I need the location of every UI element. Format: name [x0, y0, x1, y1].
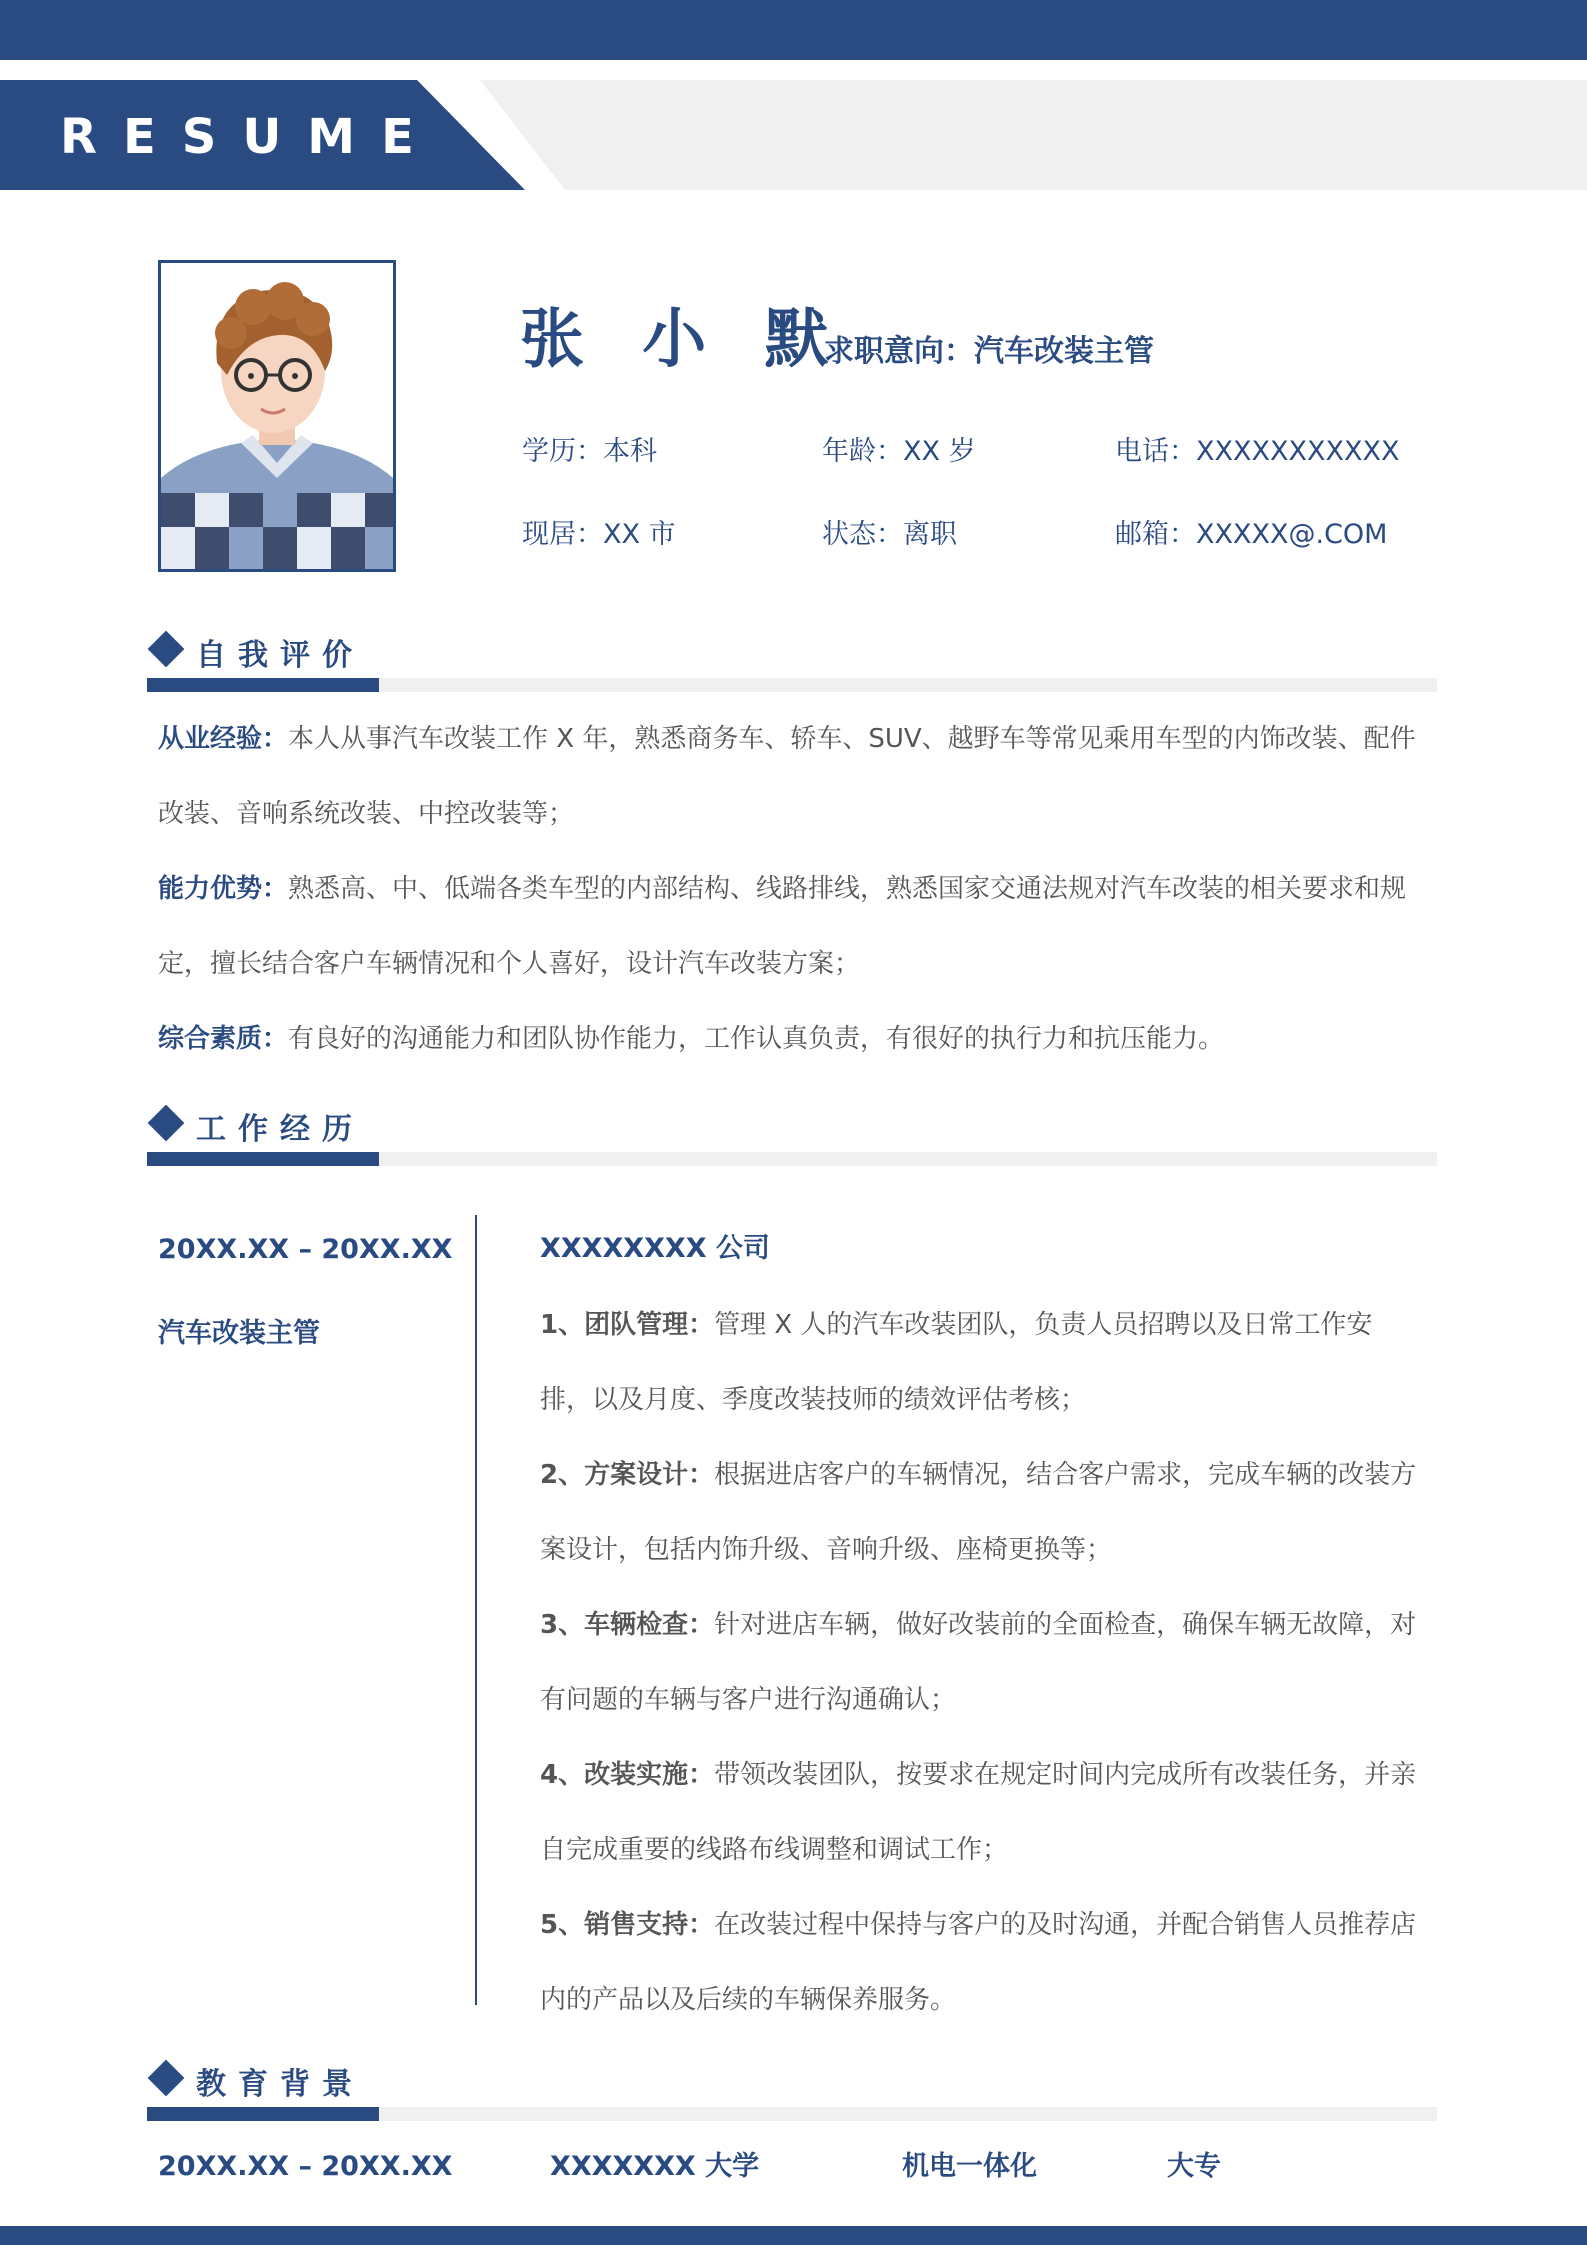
work-duty-text: 根据进店客户的车辆情况，结合客户需求，完成车辆的改装方案设计，包括内饰升级、音响升级、座椅更换等；	[540, 1460, 1417, 1565]
residence: 现居：XX 市	[522, 519, 676, 550]
section-title-self-eval: 自我评价	[196, 638, 364, 673]
section-title-work: 工作经历	[196, 1112, 364, 1147]
work-duty-label: 2、方案设计：	[540, 1460, 715, 1490]
self-eval-item	[158, 852, 1428, 1002]
work-period: 20XX.XX – 20XX.XX	[158, 1234, 453, 1265]
education-period: 20XX.XX – 20XX.XX	[158, 2151, 453, 2182]
self-eval-item	[158, 1002, 1428, 1077]
avatar-illustration	[161, 263, 393, 569]
work-position: 汽车改装主管	[158, 1318, 320, 1349]
work-duty-text: 带领改装团队，按要求在规定时间内完成所有改装任务，并亲自完成重要的线路布线调整和调试工作；	[540, 1760, 1417, 1865]
email: 邮箱：XXXXX@.COM	[1115, 519, 1388, 550]
top-bar	[0, 0, 1587, 60]
work-duty-item	[540, 1738, 1420, 1888]
work-duty-label: 5、销售支持：	[540, 1910, 715, 1940]
job-intent: 求职意向：汽车改装主管	[824, 334, 1154, 369]
self-eval-label: 综合素质：	[158, 1024, 289, 1054]
self-eval-label: 从业经验：	[158, 724, 289, 754]
major: 机电一体化	[902, 2151, 1037, 2182]
work-duty-label: 3、车辆检查：	[540, 1610, 715, 1640]
self-eval-text: 有良好的沟通能力和团队协作能力，工作认真负责，有很好的执行力和抗压能力。	[288, 1024, 1225, 1054]
age: 年龄：XX 岁	[822, 436, 976, 467]
self-eval-item	[158, 702, 1428, 852]
section-title-education: 教育背景	[196, 2067, 364, 2102]
phone: 电话：XXXXXXXXXXX	[1115, 436, 1400, 467]
work-duty-label: 1、团队管理：	[540, 1310, 715, 1340]
section-diamond-icon	[148, 631, 185, 668]
work-duty-item	[540, 1888, 1420, 2038]
job-status: 状态：离职	[822, 519, 957, 550]
self-eval-text: 本人从事汽车改装工作 X 年，熟悉商务车、轿车、SUV、越野车等常见乘用车型的内饰改装、配件改装、音响系统改装、中控改装等；	[158, 724, 1416, 829]
bottom-bar	[0, 2226, 1587, 2245]
education-level: 学历：本科	[522, 436, 657, 467]
section-underline-blue	[147, 678, 379, 692]
school-name: XXXXXXX 大学	[550, 2151, 760, 2182]
company-name: XXXXXXXX 公司	[540, 1233, 770, 1264]
degree: 大专	[1167, 2151, 1221, 2182]
work-duty-text: 管理 X 人的汽车改装团队，负责人员招聘以及日常工作安排，以及月度、季度改装技师的绩效评估考核；	[540, 1310, 1373, 1415]
candidate-name: 张 小 默	[520, 303, 847, 377]
section-diamond-icon	[148, 2060, 185, 2097]
work-duty-item	[540, 1588, 1420, 1738]
section-diamond-icon	[148, 1105, 185, 1142]
resume-title: RESUME	[60, 109, 440, 165]
work-duty-text: 在改装过程中保持与客户的及时沟通，并配合销售人员推荐店内的产品以及后续的车辆保养服务。	[540, 1910, 1417, 2015]
work-duty-text: 针对进店车辆，做好改装前的全面检查，确保车辆无故障，对有问题的车辆与客户进行沟通确认；	[540, 1610, 1417, 1715]
banner-grey-strip	[480, 80, 1587, 190]
self-eval-text: 熟悉高、中、低端各类车型的内部结构、线路排线，熟悉国家交通法规对汽车改装的相关要求和规定，擅长结合客户车辆情况和个人喜好，设计汽车改装方案；	[158, 874, 1407, 979]
work-duty-item	[540, 1438, 1420, 1588]
work-duty-item	[540, 1288, 1420, 1438]
self-eval-label: 能力优势：	[158, 874, 289, 904]
section-underline-blue	[147, 1152, 379, 1166]
work-duty-label: 4、改装实施：	[540, 1760, 715, 1790]
section-underline-blue	[147, 2107, 379, 2121]
profile-photo	[158, 260, 396, 572]
timeline-divider	[475, 1215, 477, 2005]
